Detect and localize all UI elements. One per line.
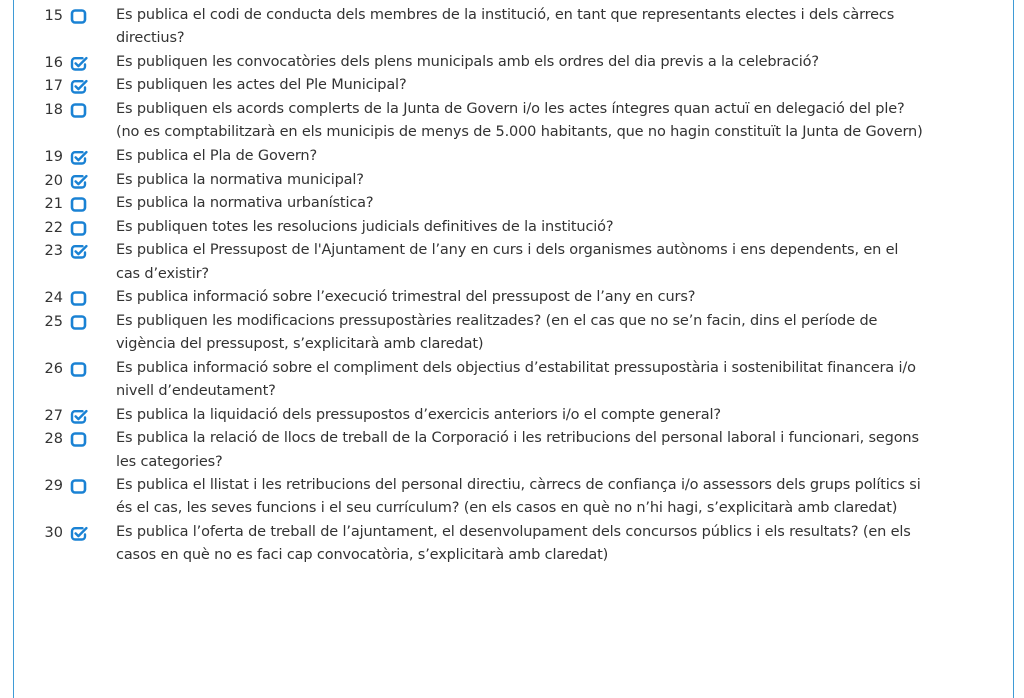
item-question-text: Es publica la normativa municipal?: [116, 171, 364, 188]
empty-checkbox-icon: [70, 221, 88, 236]
item-number: 15: [44, 8, 63, 24]
checked-checkbox-icon: [70, 526, 88, 541]
item-number: 28: [44, 431, 63, 448]
empty-checkbox-icon: [70, 479, 88, 494]
empty-checkbox-icon: [70, 432, 88, 447]
item-number: 22: [44, 219, 63, 236]
item-number: 27: [44, 407, 63, 424]
item-question-text: Es publiquen les modificacions pressupostàries realitzades? (en el cas que no se’n facin, dins el període de vigència del pressupost, s’explicitarà amb claredat): [116, 312, 878, 353]
item-question-text: Es publiquen les actes del Ple Municipal?: [116, 77, 407, 94]
item-number: 24: [44, 290, 63, 307]
checked-checkbox-icon: [70, 150, 88, 165]
checked-checkbox-icon: [70, 79, 88, 94]
list-item: [0, 427, 1024, 474]
list-item: [0, 98, 1024, 145]
item-question-text: Es publica informació sobre l’execució trimestral del pressupost de l’any en curs?: [116, 289, 696, 306]
item-number: 21: [44, 196, 63, 213]
list-item: [0, 4, 1024, 51]
item-question-text: Es publica el Pla de Govern?: [116, 147, 318, 164]
list-item: [0, 216, 1024, 239]
empty-checkbox-icon: [70, 291, 88, 306]
list-item: [0, 145, 1024, 168]
item-number: 19: [44, 148, 63, 165]
item-question-text: Es publica la relació de llocs de treball de la Corporació i les retribucions del personal laboral i funcionari, segons les categories?: [116, 430, 919, 470]
item-question-text: Es publica la liquidació dels pressupostos d’exercicis anteriors i/o el compte general?: [116, 406, 721, 423]
checked-checkbox-icon: [70, 244, 88, 259]
list-item: [0, 310, 1024, 357]
checked-checkbox-icon: [70, 56, 88, 71]
transparency-checklist: [0, 4, 1024, 568]
checked-checkbox-icon: [70, 174, 88, 189]
item-number: 16: [44, 54, 63, 71]
item-question-text: Es publica l’oferta de treball de l’ajuntament, el desenvolupament dels concursos públics i els resultats? (en els casos en què no es faci cap convocatòria, s’explicitarà amb claredat): [116, 523, 911, 564]
item-question-text: Es publiquen les convocatòries dels plens municipals amb els ordres del dia previs a la celebració?: [116, 53, 819, 70]
list-item: [0, 169, 1024, 192]
item-question-text: Es publica el llistat i les retribucions del personal directiu, càrrecs de confiança i/o assessors dels grups polítics si és el cas, les seves funcions i el seu currículum? (en els casos en què no n’hi hagi, s’explicitarà amb claredat): [116, 477, 921, 517]
empty-checkbox-icon: [70, 362, 88, 377]
item-number: 20: [44, 172, 63, 189]
item-question-text: Es publica el codi de conducta dels membres de la institució, en tant que representants electes i dels càrrecs directius?: [116, 7, 895, 47]
list-item: [0, 357, 1024, 404]
checked-checkbox-icon: [70, 409, 88, 424]
list-item: [0, 521, 1024, 568]
item-number: 25: [44, 313, 63, 330]
item-number: 26: [44, 360, 63, 377]
item-number: 23: [44, 243, 63, 260]
list-item: [0, 74, 1024, 97]
list-item: [0, 239, 1024, 286]
item-question-text: Es publica informació sobre el compliment dels objectius d’estabilitat pressupostària i sostenibilitat financera i/o nivell d’endeutament?: [116, 359, 916, 400]
item-question-text: Es publica el Pressupost de l'Ajuntament de l’any en curs i dels organismes autònoms i ens dependents, en el cas d’existir?: [116, 242, 899, 282]
empty-checkbox-icon: [70, 315, 88, 330]
item-number: 17: [44, 78, 63, 95]
list-item: [0, 51, 1024, 74]
empty-checkbox-icon: [70, 103, 88, 118]
item-question-text: Es publiquen els acords complerts de la Junta de Govern i/o les actes íntegres quan actuï en delegació del ple? (no es comptabilitzarà en els municipis de menys de 5.000 habitants, que no hagin constituït la Junta de Govern): [116, 101, 923, 141]
item-number: 30: [44, 524, 63, 541]
empty-checkbox-icon: [70, 197, 88, 212]
list-item: [0, 404, 1024, 427]
item-question-text: Es publica la normativa urbanística?: [116, 195, 374, 212]
list-item: [0, 192, 1024, 215]
item-number: 18: [44, 102, 63, 119]
empty-checkbox-icon: [70, 9, 88, 24]
item-number: 29: [44, 478, 63, 495]
list-item: [0, 286, 1024, 309]
list-item: [0, 474, 1024, 521]
item-question-text: Es publiquen totes les resolucions judicials definitives de la institució?: [116, 218, 614, 235]
